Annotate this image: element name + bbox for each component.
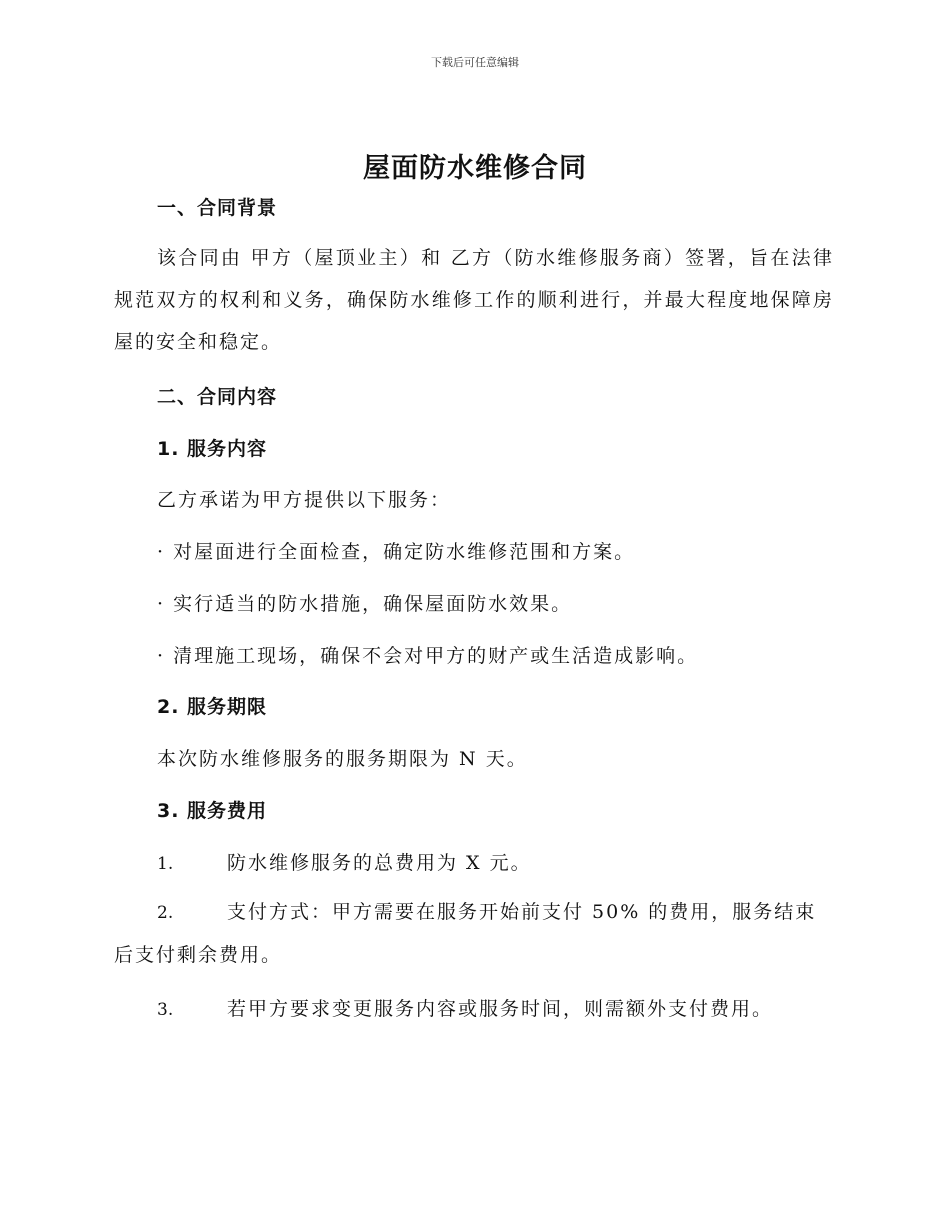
- fee-item-number: 3.: [157, 1000, 174, 1020]
- section-heading-background: 一、合同背景: [157, 197, 278, 219]
- fee-item: [114, 848, 877, 875]
- fee-item-text: 支付方式：甲方需要在服务开始前支付 50% 的费用，服务结束后支付剩余费用。: [114, 901, 817, 966]
- fee-item: [114, 994, 877, 1021]
- subheading-service-fee: 3. 服务费用: [157, 800, 268, 822]
- service-item: · 清理施工现场，确保不会对甲方的财产或生活造成影响。: [157, 645, 699, 667]
- document-title: 屋面防水维修合同: [363, 153, 587, 184]
- fee-item-text: 若甲方要求变更服务内容或服务时间，则需额外支付费用。: [227, 998, 774, 1020]
- fee-item: [114, 891, 834, 976]
- service-item: · 实行适当的防水措施，确保屋面防水效果。: [157, 593, 573, 615]
- fee-item-text: 防水维修服务的总费用为 X 元。: [227, 852, 532, 874]
- background-paragraph: 该合同由 甲方（屋顶业主）和 乙方（防水维修服务商）签署，旨在法律规范双方的权利和义务，确保防水维修工作的顺利进行，并最大程度地保障房屋的安全和稳定。: [114, 247, 834, 353]
- service-item: · 对屋面进行全面检查，确定防水维修范围和方案。: [157, 541, 636, 563]
- subheading-service-content: 1. 服务内容: [157, 438, 268, 460]
- subheading-service-term: 2. 服务期限: [157, 696, 268, 718]
- fee-item-number: 1.: [157, 854, 174, 874]
- header-note: 下载后可任意编辑: [431, 56, 519, 69]
- term-text: 本次防水维修服务的服务期限为 N 天。: [157, 748, 528, 770]
- service-intro: 乙方承诺为甲方提供以下服务：: [157, 489, 452, 511]
- fee-item-number: 2.: [157, 903, 174, 923]
- section-heading-content: 二、合同内容: [157, 386, 278, 408]
